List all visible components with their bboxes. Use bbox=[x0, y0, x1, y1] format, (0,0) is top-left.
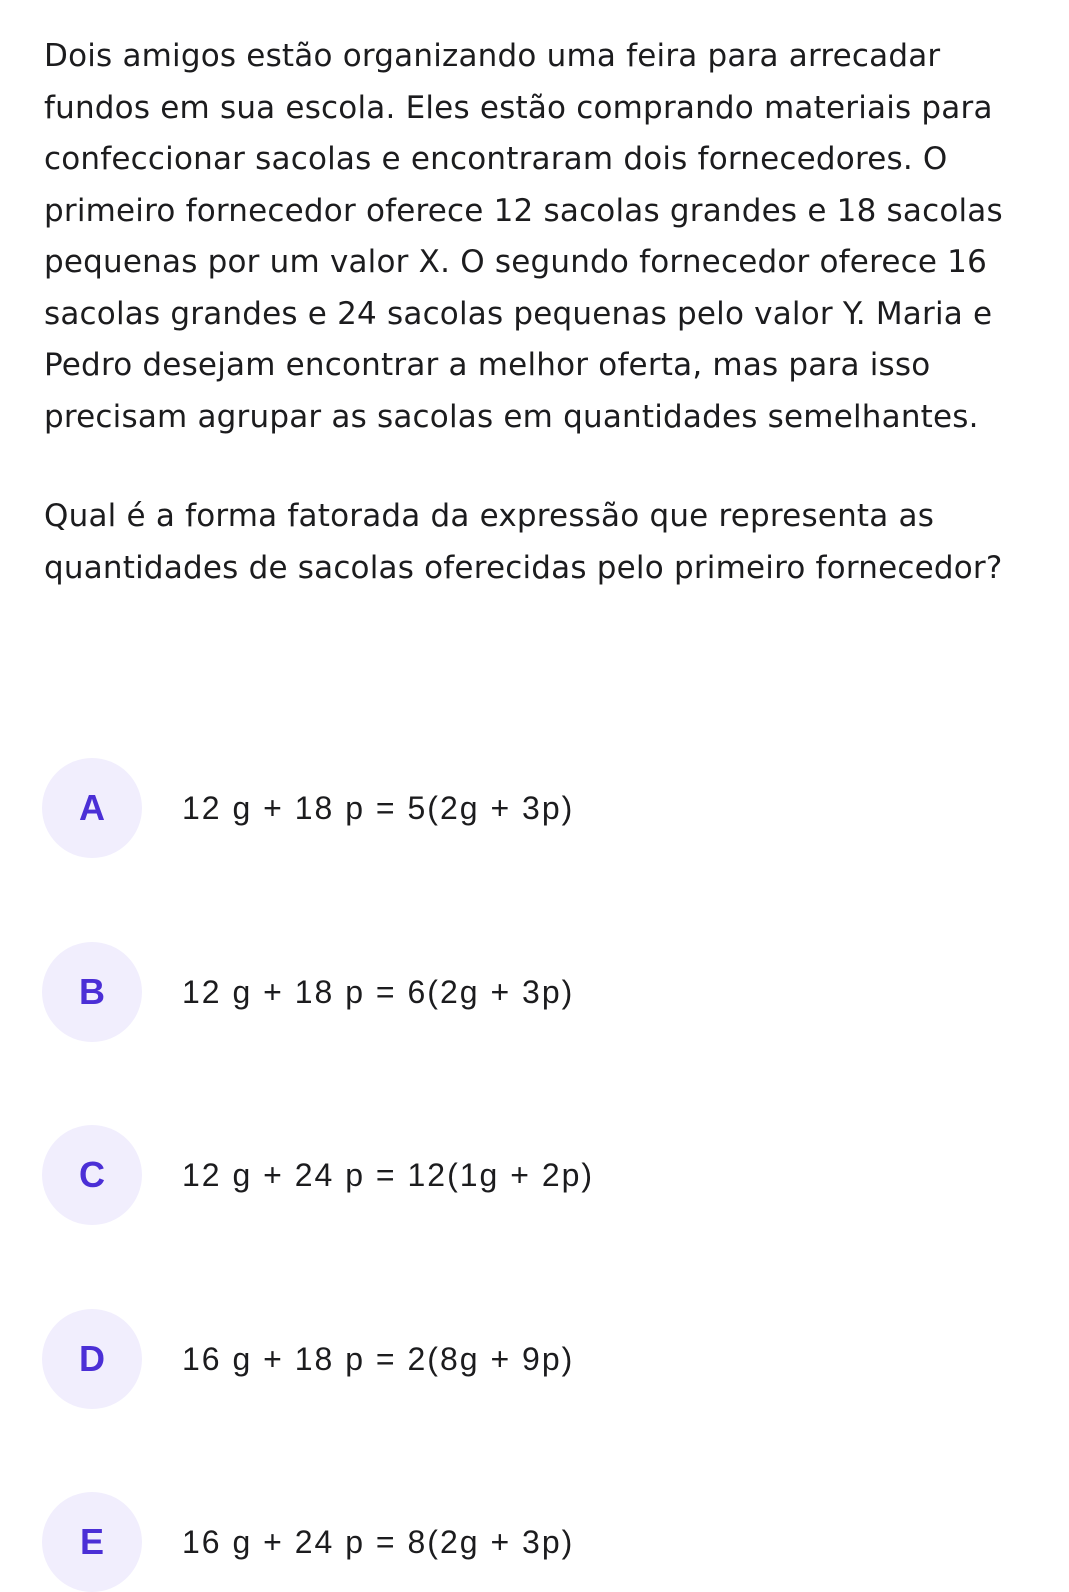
option-c-formula: 12 g + 24 p = 12(1g + 2p) bbox=[182, 1156, 595, 1193]
option-c-letter-badge: C bbox=[42, 1125, 142, 1225]
question-text bbox=[0, 0, 1069, 594]
option-e-formula: 16 g + 24 p = 8(2g + 3p) bbox=[182, 1523, 575, 1560]
option-b[interactable] bbox=[42, 942, 942, 1042]
option-a[interactable] bbox=[42, 758, 942, 858]
option-d-letter-badge: D bbox=[42, 1309, 142, 1409]
option-c[interactable] bbox=[42, 1125, 942, 1225]
option-a-letter-badge: A bbox=[42, 758, 142, 858]
option-d-formula: 16 g + 18 p = 2(8g + 9p) bbox=[182, 1340, 575, 1377]
question-paragraph-prompt: Qual é a forma fatorada da expressão que representa as quantidades de sacolas oferecidas pelo primeiro fornecedor? bbox=[44, 498, 1003, 586]
option-b-letter-badge: B bbox=[42, 942, 142, 1042]
option-e-letter-badge: E bbox=[42, 1492, 142, 1592]
option-d[interactable] bbox=[42, 1309, 942, 1409]
question-paragraph-context: Dois amigos estão organizando uma feira para arrecadar fundos em sua escola. Eles estão comprando materiais para confeccionar sacolas e encontraram dois fornecedores. O primeiro fornecedor oferece 12 sacolas grandes e 18 sacolas pequenas por um valor X. O segundo fornecedor oferece 16 sacolas grandes e 24 sacolas pequenas pelo valor Y. Maria e Pedro desejam encontrar a melhor oferta, mas para isso precisam agrupar as sacolas em quantidades semelhantes. bbox=[44, 38, 1003, 435]
option-e[interactable] bbox=[42, 1492, 942, 1592]
option-b-formula: 12 g + 18 p = 6(2g + 3p) bbox=[182, 973, 575, 1010]
option-a-formula: 12 g + 18 p = 5(2g + 3p) bbox=[182, 789, 575, 826]
